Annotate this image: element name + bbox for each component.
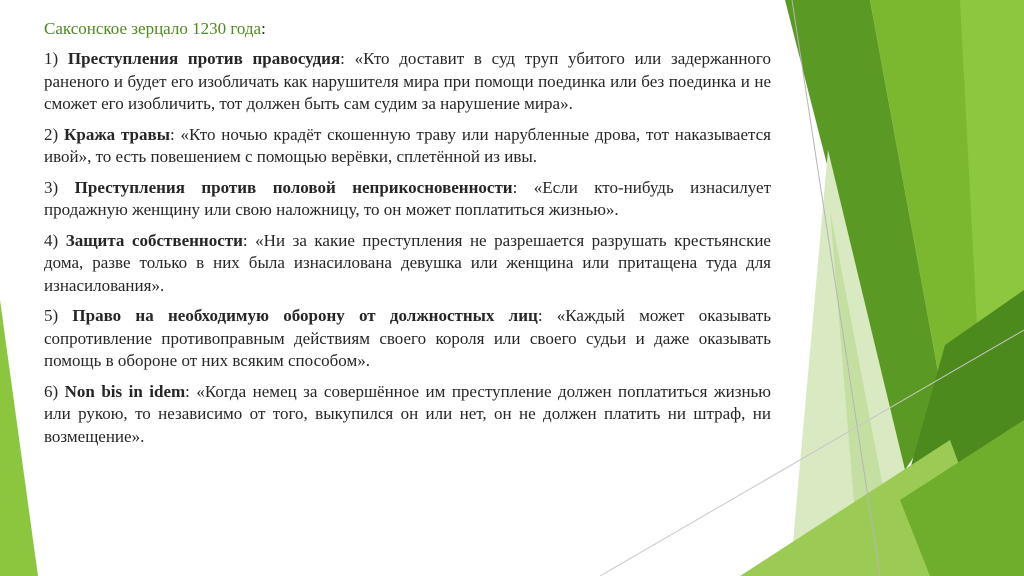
item-number: 2) <box>44 124 65 144</box>
item-heading: Право на необходимую оборону от должностных лиц <box>72 306 538 325</box>
item-text: : «Если кто-нибудь изнасилует продажную женщину или свою наложницу, то он может поплатиться жизнью». <box>44 177 771 219</box>
left-green-wedge <box>0 300 38 576</box>
slide-title <box>44 18 771 40</box>
list-item <box>44 124 771 169</box>
item-heading: Защита собственности <box>65 230 243 250</box>
slide-content <box>44 18 771 456</box>
item-number: 6) <box>44 381 65 401</box>
item-text: : «Кто доставит в суд труп убитого или задержанного раненого и будет его изобличать как нарушителя мира при помощи поединка или без поединка и не сможет его изобличить, тот должен быть сам судим за нарушение мира». <box>44 49 771 113</box>
item-number: 1) <box>44 49 68 68</box>
item-text: : «Каждый может оказывать сопротивление противоправным действиям своего короля или своего судьи и даже оказывать помощь в обороне от них всяким способом». <box>44 306 771 370</box>
item-text: : «Ни за какие преступления не разрешается разрушать крестьянские дома, разве только в них была изнасилована девушка или женщина или притащена туда для изнасилования». <box>44 230 771 295</box>
title-text: Саксонское зерцало 1230 года <box>44 19 262 38</box>
list-item <box>44 305 771 373</box>
list-item <box>44 177 771 222</box>
item-number: 5) <box>44 306 73 325</box>
item-text: : «Кто ночью крадёт скошенную траву или нарубленные дрова, тот наказывается ивой», то есть повешением с помощью верёвки, сплетённой из ивы. <box>44 124 772 166</box>
item-heading: Non bis in idem <box>64 381 186 401</box>
list-item <box>44 48 771 116</box>
item-text: : «Когда немец за совершённое им преступление должен поплатиться жизнью или рукою, то независимо от того, выкупился он или нет, он не должен платить ни штраф, ни возмещение». <box>44 381 771 446</box>
title-colon: : <box>261 19 266 38</box>
item-heading: Кража травы <box>64 124 170 144</box>
item-number: 3) <box>44 177 75 197</box>
list-item <box>44 230 771 298</box>
item-heading: Преступления против половой неприкосновенности <box>74 177 513 197</box>
item-heading: Преступления против правосудия <box>67 49 341 68</box>
list-item <box>44 381 771 449</box>
item-number: 4) <box>44 230 66 250</box>
